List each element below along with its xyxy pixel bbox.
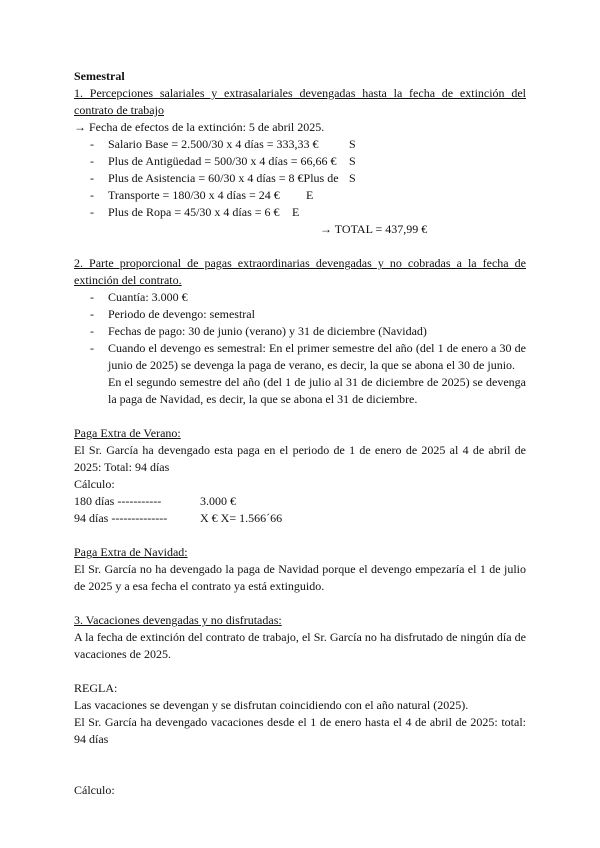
verano-calc-label: Cálculo: <box>74 477 115 491</box>
section-3-text: A la fecha de extinción del contrato de trabajo, el Sr. García no ha disfrutado de ningún día de vacaciones de 2025. <box>74 630 526 661</box>
calc-row <box>74 510 526 527</box>
item-tag: S <box>349 171 356 185</box>
calc-row <box>74 493 526 510</box>
regla-label: REGLA: <box>74 681 118 695</box>
list-item: - Cuantía: 3.000 € <box>108 289 526 306</box>
item-text: - Plus de Ropa = 45/30 x 4 días = 6 € <box>108 205 280 219</box>
list-item: - Periodo de devengo: semestral <box>108 306 526 323</box>
section-2-heading: 2. Parte proporcional de pagas extraordinarias devengadas y no cobradas a la fecha de extinción del contrato. <box>74 256 526 287</box>
list-item <box>108 170 526 187</box>
navidad-text: El Sr. García no ha devengado la paga de Navidad porque el devengo empezaría el 1 de julio de 2025 y a esa fecha el contrato ya está extinguido. <box>74 562 526 593</box>
item-text: - Transporte = 180/30 x 4 días = 24 € <box>108 188 280 202</box>
section-2-list <box>74 289 526 374</box>
calc-left: 180 días ----------- <box>74 494 162 508</box>
item-tag: S <box>349 137 356 151</box>
navidad-heading: Paga Extra de Navidad: <box>74 545 188 559</box>
regla-text: Las vacaciones se devengan y se disfrutan coincidiendo con el año natural (2025). <box>74 698 469 712</box>
section-1-heading: 1. Percepciones salariales y extrasalariales devengadas hasta la fecha de extinción del contrato de trabajo <box>74 86 526 117</box>
item-text: - Salario Base = 2.500/30 x 4 días = 333,33 € <box>108 137 319 151</box>
list-item <box>108 153 526 170</box>
item-text: - Plus de Asistencia = 60/30 x 4 días = 8 €Plus de <box>108 171 339 185</box>
document-title: Semestral <box>74 69 125 83</box>
list-item <box>108 187 526 204</box>
calc-right: X € X= 1.566´66 <box>200 511 283 525</box>
item-tag: E <box>292 205 300 219</box>
calc-left: 94 días -------------- <box>74 511 168 525</box>
section-3-calc-label: Cálculo: <box>74 783 115 797</box>
list-item: - Fechas de pago: 30 de junio (verano) y 31 de diciembre (Navidad) <box>108 323 526 340</box>
verano-text: El Sr. García ha devengado esta paga en el periodo de 1 de enero de 2025 al 4 de abril de 2025: Total: 94 días <box>74 443 526 474</box>
list-item <box>108 204 526 221</box>
document-page <box>74 68 526 799</box>
item-text: - Plus de Antigüedad = 500/30 x 4 días = 66,66 € <box>108 154 337 168</box>
section-3-text-2: El Sr. García ha devengado vacaciones desde el 1 de enero hasta el 4 de abril de 2025: total: 94 días <box>74 715 526 746</box>
item-tag: S <box>349 154 356 168</box>
section-1-list <box>74 136 526 221</box>
list-item: - Cuando el devengo es semestral: En el primer semestre del año (del 1 de enero a 30 de junio de 2025) se devenga la paga de verano, es decir, la que se abona el 30 de junio. <box>108 340 526 374</box>
item-tag: E <box>306 188 314 202</box>
section-1-fecha: → Fecha de efectos de la extinción: 5 de abril 2025. <box>74 120 325 134</box>
verano-heading: Paga Extra de Verano: <box>74 426 181 440</box>
section-1-total: → TOTAL = 437,99 € <box>320 222 428 236</box>
calc-right: 3.000 € <box>200 494 236 508</box>
list-item <box>108 136 526 153</box>
section-2-continuation: En el segundo semestre del año (del 1 de julio al 31 de diciembre de 2025) se devenga la paga de Navidad, es decir, la que se abona el 31 de diciembre. <box>108 375 526 406</box>
section-3-heading: 3. Vacaciones devengadas y no disfrutadas: <box>74 613 282 627</box>
